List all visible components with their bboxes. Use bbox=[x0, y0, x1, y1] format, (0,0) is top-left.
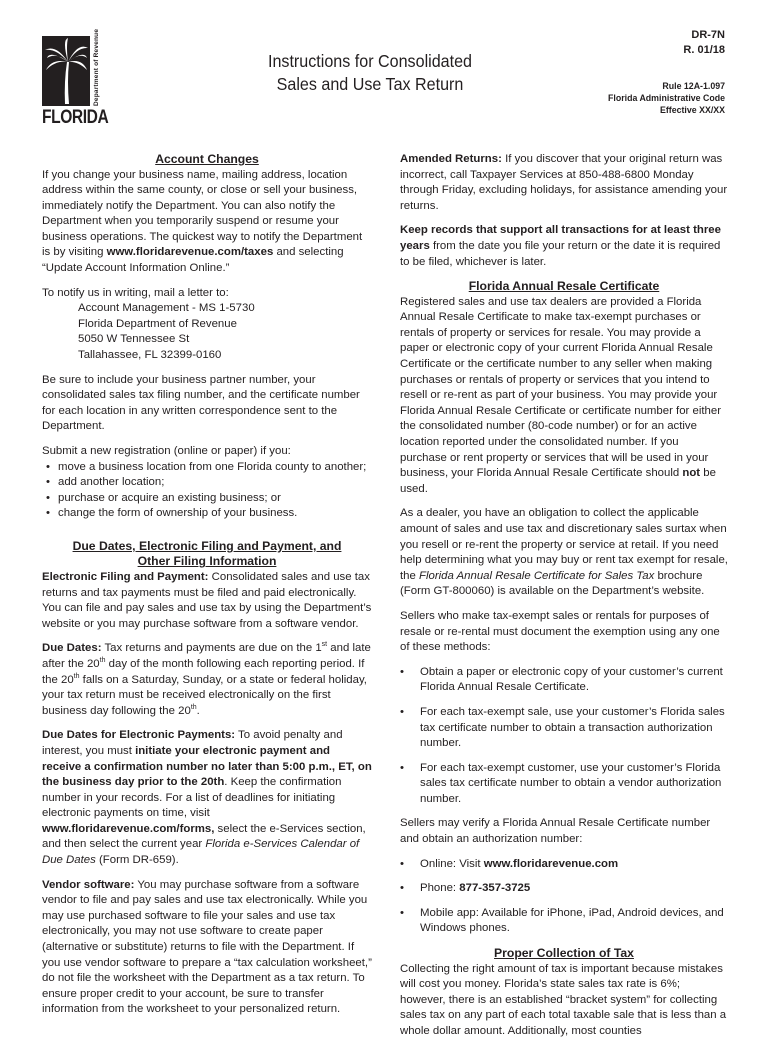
title-line-1: Instructions for Consolidated bbox=[267, 51, 473, 71]
collection-paragraph: Collecting the right amount of tax is important because mistakes will cost you money. Florida’s state sales tax rate is 6%; however, there is an established “bracket system” for collecting sales tax on any part of each total taxable sale that is less than a whole dollar amount. Additionally, most counties bbox=[400, 962, 727, 1037]
text: Consolidated sales and use tax returns and tax payments must be filed and paid electronically. You can file and pay sales and use tax by using the Department’s website or you may purchase software from a software vendor. bbox=[42, 570, 372, 630]
text: brochure (Form GT-800060) is available on the Department’s website. bbox=[400, 569, 705, 598]
florida-dor-logo bbox=[42, 28, 109, 132]
list-item: • change the form of ownership of your business. bbox=[42, 506, 372, 522]
dealer-obligation-paragraph bbox=[400, 506, 728, 600]
text: As a dealer, you have an obligation to collect the applicable amount of sales and use tax and discretionary sales surtax when you resell or re-rent the property or service at retail. If you need help determining what you may buy or rent tax exempt for resale, the bbox=[400, 507, 728, 582]
electronic-payments-paragraph bbox=[42, 728, 372, 868]
text: be used. bbox=[400, 467, 716, 495]
title-line-2: Sales and Use Tax Return bbox=[276, 74, 464, 94]
address-line: Florida Department of Revenue bbox=[78, 317, 237, 330]
sellers-paragraph: Sellers who make tax-exempt sales or rentals for purposes of resale or re-rental must document the exemption using any one of these methods: bbox=[400, 609, 720, 654]
brochure-title: Florida Annual Resale Certificate for Sales Tax bbox=[419, 569, 655, 582]
taxes-link[interactable]: www.floridarevenue.com/taxes bbox=[106, 246, 274, 259]
list-item-mobile: • Mobile app: Available for iPhone, iPad, Android devices, and Windows phones. bbox=[400, 906, 728, 937]
emphasis: initiate your electronic payment and receive a confirmation number no later than 5:00 p.m., ET, on the business day prior to the 20th bbox=[42, 744, 372, 789]
due-dates-heading bbox=[42, 539, 372, 570]
list-item: • add another location; bbox=[42, 475, 372, 491]
account-changes-heading: Account Changes bbox=[155, 152, 259, 166]
page-title bbox=[232, 50, 508, 96]
form-number-block bbox=[683, 28, 725, 58]
label: Online: Visit bbox=[420, 857, 484, 870]
text: If you discover that your original return was incorrect, call Taxpayer Services at 850-488-6800 Monday through Friday, excluding holidays, for assistance amending your returns. bbox=[400, 153, 728, 212]
amended-returns-paragraph bbox=[400, 152, 728, 214]
account-changes-paragraph bbox=[42, 168, 372, 277]
address-line: Account Management - MS 1-5730 bbox=[78, 302, 255, 315]
label: Phone: bbox=[420, 882, 460, 895]
text: To avoid penalty and interest, you must bbox=[42, 729, 343, 757]
ordinal: th bbox=[73, 672, 80, 680]
phone-number: 877-357-3725 bbox=[459, 882, 531, 895]
form-number: DR-7N bbox=[691, 29, 725, 41]
palm-tree-icon bbox=[42, 36, 90, 106]
proper-collection-heading: Proper Collection of Tax bbox=[494, 946, 634, 961]
label: Amended Returns: bbox=[400, 153, 502, 165]
right-column bbox=[400, 152, 728, 1049]
form-revision: R. 01/18 bbox=[683, 44, 725, 56]
registration-list bbox=[42, 460, 372, 522]
electronic-filing-paragraph bbox=[42, 570, 372, 632]
text: from the date you file your return or the date it is required to be filed, whichever is later. bbox=[400, 239, 721, 268]
text: You may purchase software from a software vendor to file and pay sales and use tax electronically. While you may use purchased software to file your sales and use tax electronically, you may not use software to create paper (alternative or substitute) returns to file with the Department. If you use vendor software to prepare a “tax calculation worksheet,” do not file the worksheet with the Department as a tax return. To ensure proper credit to your account, be sure to transfer information from the worksheet to your personalized return. bbox=[42, 878, 372, 1016]
verify-paragraph: Sellers may verify a Florida Annual Resale Certificate number and obtain an authorization number: bbox=[400, 817, 711, 846]
text: and selecting “Update Account Information Online.” bbox=[42, 246, 344, 275]
label: Due Dates for Electronic Payments: bbox=[42, 729, 236, 742]
new-registration-intro: Submit a new registration (online or paper) if you: bbox=[42, 445, 291, 457]
emphasis: Keep records that support all transactions for at least three years bbox=[400, 224, 721, 252]
address-line: 5050 W Tennessee St bbox=[78, 333, 190, 346]
text: If you change your business name, mailing address, location address within the same county, or close or sell your business, immediately notify the Department. You can also notify the Department when you temporarily suspend or resume your business operations. The quickest way to notify the Department is by visiting bbox=[42, 168, 363, 259]
text: and late after the 20 bbox=[42, 642, 371, 670]
records-paragraph bbox=[400, 223, 728, 270]
text: falls on a Saturday, Sunday, or a state or federal holiday, your tax return must be received electronically on the first business day following the 20 bbox=[42, 673, 367, 717]
list-item: • For each tax-exempt customer, use your customer’s Florida sales tax certificate number to obtain a vendor authorization number. bbox=[400, 761, 728, 808]
label: Electronic Filing and Payment: bbox=[42, 570, 209, 583]
rule-block bbox=[608, 80, 725, 116]
ordinal: th bbox=[190, 703, 197, 711]
ordinal: st bbox=[321, 641, 328, 649]
verify-methods-list bbox=[400, 857, 728, 937]
heading-line: Other Filing Information bbox=[137, 554, 277, 569]
logo-text: FLORIDA bbox=[42, 107, 109, 128]
heading-line: Due Dates, Electronic Filing and Payment, and bbox=[72, 538, 342, 553]
text: day of the month following each reporting period. If the 20 bbox=[42, 657, 365, 686]
text: Tax returns and payments are due on the 1 bbox=[101, 642, 322, 655]
text: (Form DR-659). bbox=[95, 854, 179, 867]
label: Due Dates: bbox=[42, 642, 102, 655]
mailing-address bbox=[42, 301, 372, 363]
list-item-online bbox=[400, 857, 728, 873]
ordinal: th bbox=[99, 657, 106, 665]
rule-number: Rule 12A-1.097 bbox=[662, 81, 725, 91]
due-dates-paragraph bbox=[42, 641, 372, 719]
logo-department: Department of Revenue bbox=[93, 28, 100, 106]
text: . Keep the confirmation number in your records. For a list of deadlines for initiating electronic payments on time, visit bbox=[42, 776, 342, 820]
effective-date: Effective XX/XX bbox=[659, 105, 725, 115]
calendar-title: Florida e-Services Calendar of Due Dates bbox=[42, 838, 360, 867]
text: . bbox=[196, 704, 200, 717]
emphasis: not bbox=[682, 467, 701, 480]
list-item: • move a business location from one Florida county to another; bbox=[42, 460, 372, 476]
resale-paragraph bbox=[400, 295, 728, 498]
forms-link[interactable]: www.floridarevenue.com/forms, bbox=[42, 822, 215, 835]
address-line: Tallahassee, FL 32399-0160 bbox=[78, 349, 222, 362]
include-info-paragraph: Be sure to include your business partner number, your consolidated sales tax filing number, and the certificate number for each location in any written correspondence sent to the Department. bbox=[42, 373, 360, 433]
list-item-phone bbox=[400, 881, 728, 897]
admin-code: Florida Administrative Code bbox=[608, 93, 725, 103]
vendor-software-paragraph bbox=[42, 878, 372, 1018]
label: Vendor software: bbox=[42, 878, 135, 891]
left-column bbox=[42, 152, 372, 1027]
resale-certificate-heading: Florida Annual Resale Certificate bbox=[468, 279, 660, 294]
mail-instruction: To notify us in writing, mail a letter to: bbox=[42, 286, 229, 299]
methods-list bbox=[400, 665, 728, 808]
list-item: • Obtain a paper or electronic copy of your customer’s current Florida Annual Resale Certificate. bbox=[400, 665, 728, 696]
website-link[interactable]: www.floridarevenue.com bbox=[483, 857, 619, 870]
list-item: • purchase or acquire an existing business; or bbox=[42, 491, 372, 507]
text: Registered sales and use tax dealers are provided a Florida Annual Resale Certificate to make tax-exempt purchases or rentals of property or services for resale. You may provide a paper or electronic copy of your current Florida Annual Resale Certificate or the certificate number to any seller when making purchases or rentals of property or services that you intend to resell or re-rent as part of your business. You may provide your Florida Annual Resale Certificate or certificate number for either the consolidated number (80-code number) or for an active location reported under the consolidated number. If you purchase or rent property or services that will be used in your business, your Florida Annual Resale Certificate should bbox=[400, 295, 721, 480]
text: select the e-Services section, and then select the current year bbox=[42, 822, 366, 851]
list-item: • For each tax-exempt sale, use your customer’s Florida sales tax certificate number to obtain a transaction authorization number. bbox=[400, 705, 728, 752]
